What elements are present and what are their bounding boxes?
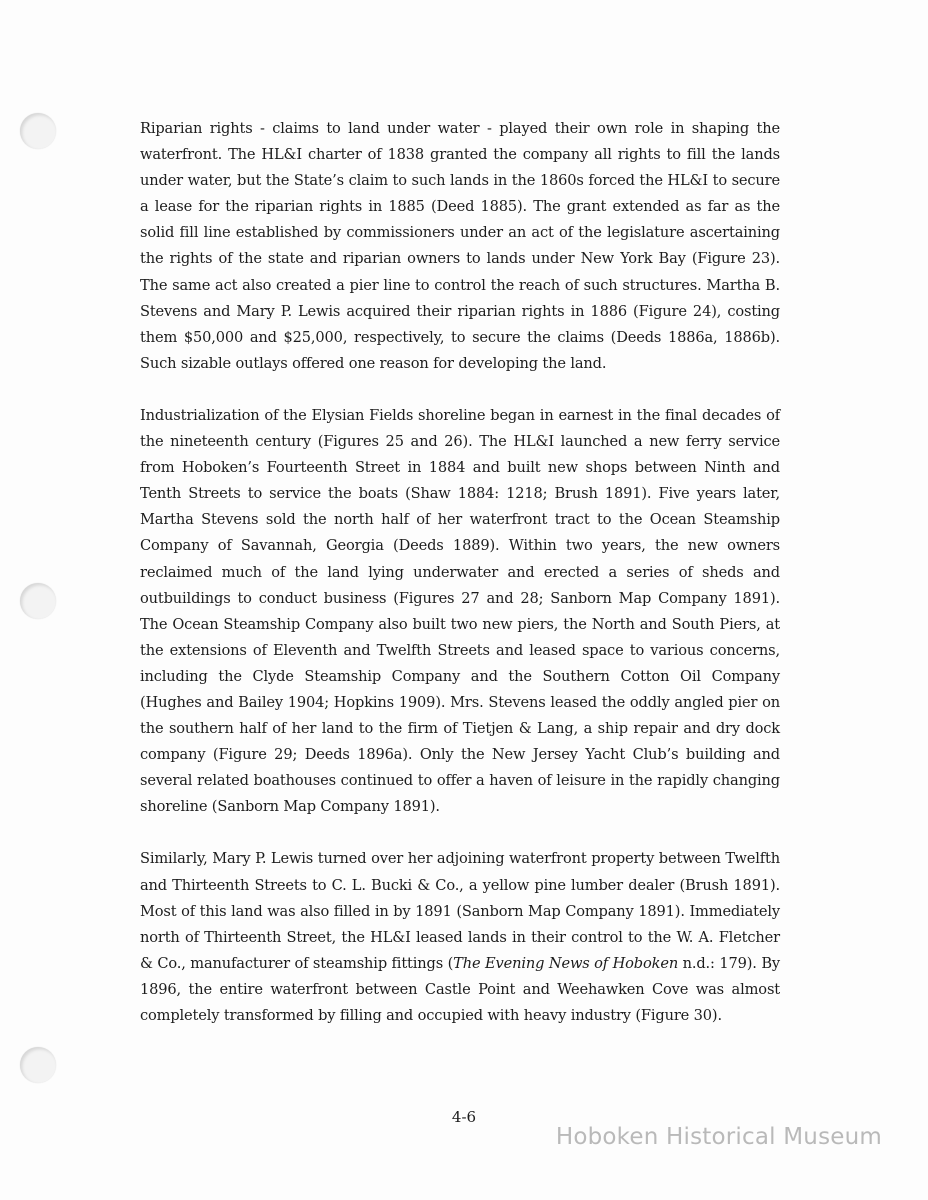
paragraph-text: Industrialization of the Elysian Fields shoreline began in earnest in the final decades of the nineteenth century (Figures 25 and 26). The HL&I launched a new ferry service from Hoboken’s Fourteenth Street in 1884 and built new shops between Ninth and Tenth Streets to service the boats (Shaw 1884: 1218; Brush 1891). Five years later, Martha Stevens sold the north half of her waterfront tract to the Ocean Steamship Company of Savannah, Georgia (Deeds 1889). Within two years, the new owners reclaimed much of the land lying underwater and erected a series of sheds and outbuildings to conduct business (Figures 27 and 28; Sanborn Map Company 1891). The Ocean Steamship Company also built two new piers, the North and South Piers, at the extensions of Eleventh and Twelfth Streets and leased space to various concerns, including the Clyde Steamship Company and the Southern Cotton Oil Company (Hughes and Bailey 1904; Hopkins 1909). Mrs. Stevens leased the oddly angled pier on the southern half of her land to the firm of Tietjen & Lang, a ship repair and dry dock company (Figure 29; Deeds 1896a). Only the New Jersey Yacht Club’s building and several related boathouses continued to offer a haven of leisure in the rapidly changing shoreline (Sanborn Map Company 1891).	[140, 406, 780, 816]
punch-hole	[20, 113, 56, 149]
paragraph-industrialization	[140, 403, 780, 821]
body-text	[140, 116, 780, 1029]
paragraph-text: n.d.: 179). By 1896, the entire waterfront between Castle Point and Weehawken Cove was almost completely transformed by filling and occupied with heavy industry (Figure 30).	[140, 954, 780, 1024]
punch-hole	[20, 583, 56, 619]
italic-citation-title: The Evening News of Hoboken	[453, 954, 679, 972]
paragraph-text: Similarly, Mary P. Lewis turned over her adjoining waterfront property between Twelfth and Thirteenth Streets to C. L. Bucki & Co., a yellow pine lumber dealer (Brush 1891). Most of this land was also filled in by 1891 (Sanborn Map Company 1891). Immediately north of Thirteenth Street, the HL&I leased lands in their control to the W. A. Fletcher & Co., manufacturer of steamship fittings (	[140, 850, 780, 972]
museum-watermark: Hoboken Historical Museum	[555, 1124, 882, 1150]
paragraph-text: Riparian rights - claims to land under water - played their own role in shaping the waterfront. The HL&I charter of 1838 granted the company all rights to fill the lands under water, but the State’s claim to such lands in the 1860s forced the HL&I to secure a lease for the riparian rights in 1885 (Deed 1885). The grant extended as far as the solid fill line established by commissioners under an act of the legislature ascertaining the rights of the state and riparian owners to lands under New York Bay (Figure 23). The same act also created a pier line to control the reach of such structures. Martha B. Stevens and Mary P. Lewis acquired their riparian rights in 1886 (Figure 24), costing them $50,000 and $25,000, respectively, to secure the claims (Deeds 1886a, 1886b). Such sizable outlays offered one reason for developing the land.	[140, 120, 780, 372]
paragraph-riparian-rights	[140, 116, 780, 377]
paragraph-lewis-property	[140, 846, 780, 1029]
page-number: 4-6	[451, 1108, 477, 1126]
punch-hole	[20, 1047, 56, 1083]
